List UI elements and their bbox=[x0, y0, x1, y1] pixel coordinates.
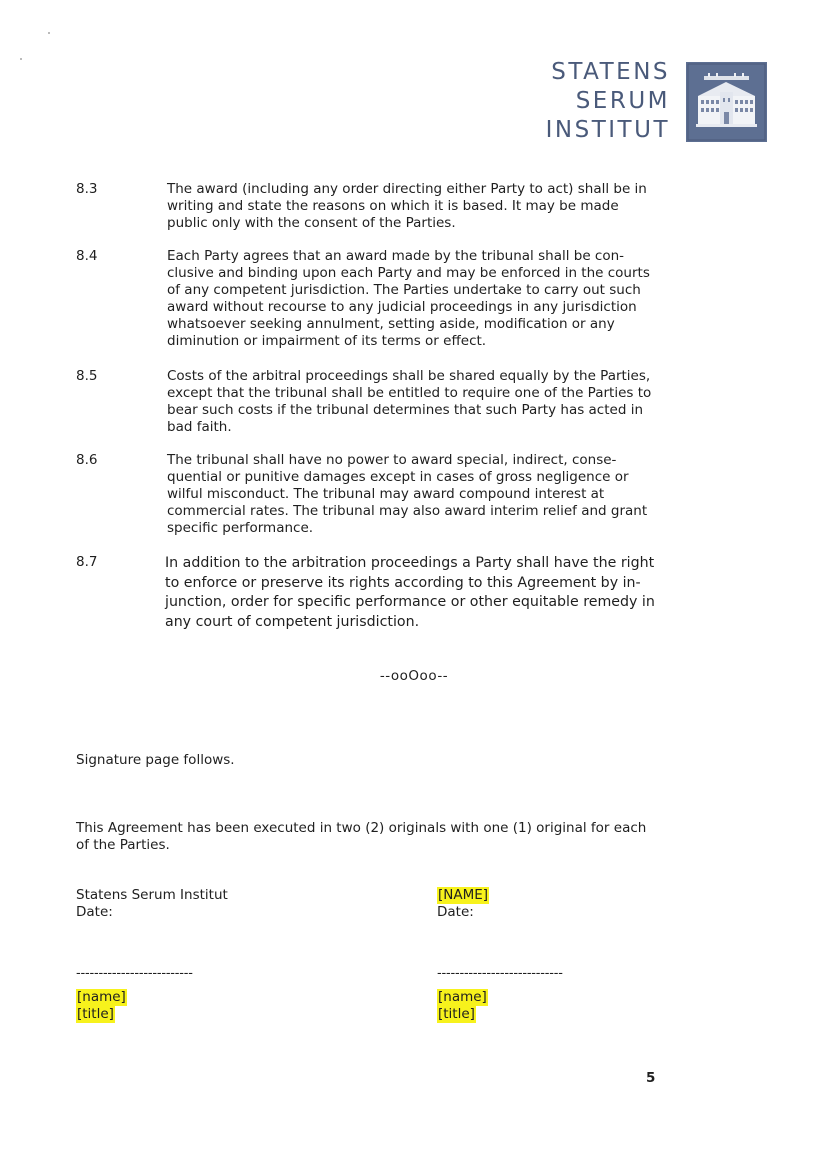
date-label: Date: bbox=[76, 904, 113, 920]
logo-line-2: SERUM bbox=[575, 88, 670, 114]
clause-number: 8.4 bbox=[76, 248, 98, 264]
signer-block-right bbox=[437, 989, 488, 1023]
party-name-placeholder: [NAME] bbox=[438, 887, 489, 903]
signatory-left bbox=[76, 887, 336, 921]
signatory-right bbox=[437, 887, 697, 921]
clause-text: In addition to the arbitration proceedings a Party shall have the right to enforce or preserve its rights according to this Agreement by injunction, order for specific performance or other equitable remedy in any court of competent jurisdiction. bbox=[165, 555, 655, 630]
clause-number: 8.7 bbox=[76, 554, 98, 570]
scan-speck bbox=[48, 32, 50, 34]
signer-block-left bbox=[76, 989, 127, 1023]
clause-number: 8.5 bbox=[76, 368, 98, 384]
signature-follows-note: Signature page follows. bbox=[76, 752, 235, 768]
logo-line-1: STATENS bbox=[551, 59, 670, 85]
clause-text: Costs of the arbitral proceedings shall be shared equally by the Parties, except that the tribunal shall be entitled to require one of the Parties to bear such costs if the tribunal determines that such Party has acted in bad faith. bbox=[167, 368, 652, 435]
scan-speck bbox=[20, 58, 22, 60]
signer-title-placeholder: [title] bbox=[438, 1006, 475, 1022]
signer-title-placeholder: [title] bbox=[77, 1006, 114, 1022]
building-logo-icon bbox=[686, 62, 767, 142]
clause-text: The tribunal shall have no power to award special, indirect, consequential or punitive damages except in cases of gross negligence or wilful misconduct. The tribunal may award compound interest at commercial rates. The tribunal may also award interim relief and grant specific performance. bbox=[167, 452, 648, 536]
signature-line-right: ---------------------------- bbox=[437, 966, 563, 981]
page-number: 5 bbox=[646, 1070, 656, 1086]
signer-name-placeholder: [name] bbox=[438, 989, 487, 1005]
signature-line-left: -------------------------- bbox=[76, 966, 193, 981]
logo-line-3: INSTITUT bbox=[545, 117, 670, 143]
date-label: Date: bbox=[437, 904, 474, 920]
clause-text: Each Party agrees that an award made by the tribunal shall be conclusive and binding upon each Party and may be enforced in the courts of any competent jurisdiction. The Parties undertake to carry out such award without recourse to any judicial proceedings in any jurisdiction whatsoever seeking annulment, setting aside, modification or any diminution or impairment of its terms or effect. bbox=[167, 248, 650, 349]
execution-statement: This Agreement has been executed in two (2) originals with one (1) original for each of the Parties. bbox=[76, 820, 647, 853]
logo-wordmark bbox=[470, 58, 670, 145]
clause-number: 8.6 bbox=[76, 452, 98, 468]
clause-number: 8.3 bbox=[76, 181, 98, 197]
signer-name-placeholder: [name] bbox=[77, 989, 126, 1005]
clause-text: The award (including any order directing either Party to act) shall be in writing and state the reasons on which it is based. It may be made public only with the consent of the Parties. bbox=[167, 181, 647, 231]
end-of-section-mark: --ooOoo-- bbox=[379, 668, 449, 684]
party-name: Statens Serum Institut bbox=[76, 887, 228, 903]
